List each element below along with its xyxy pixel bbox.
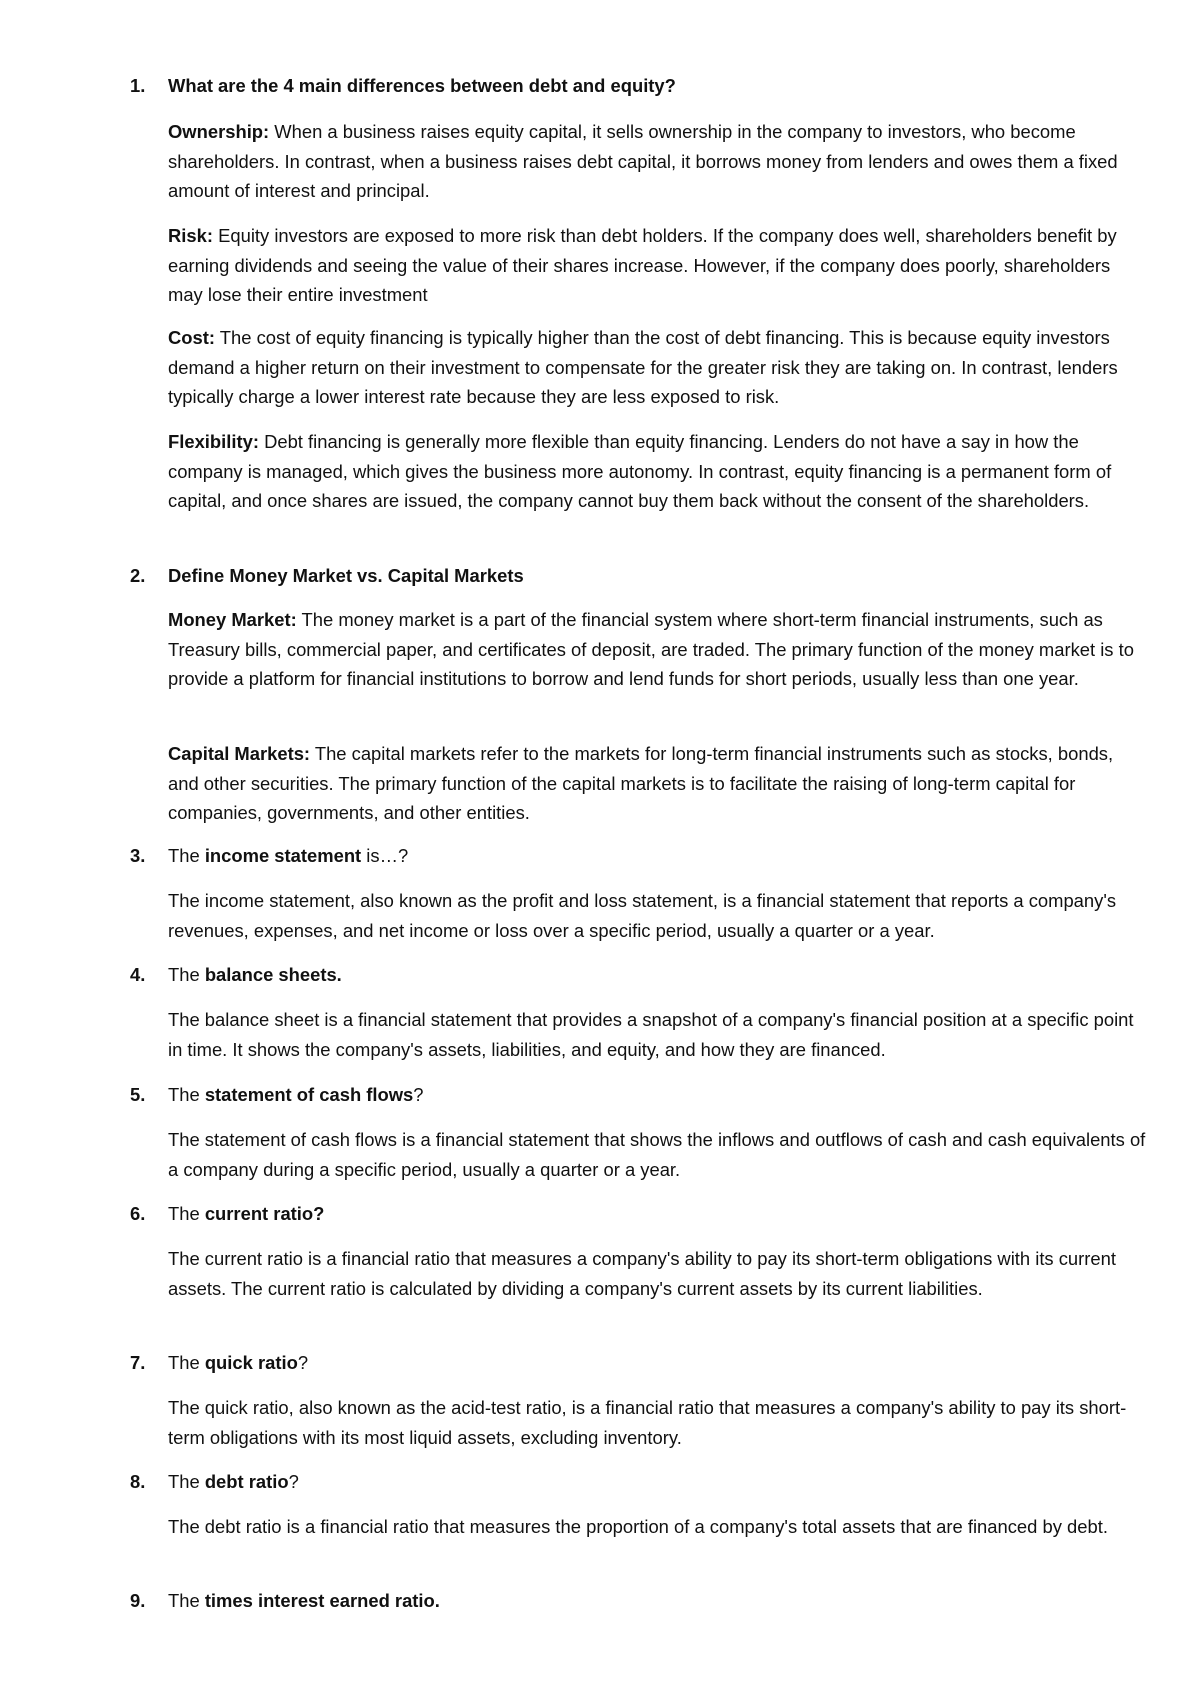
answer-paragraph: [168, 323, 1148, 412]
question-keyword: quick ratio: [204, 1352, 298, 1373]
question-prefix: The: [168, 1471, 205, 1492]
question-number: 2.: [130, 565, 146, 586]
term-text: The money market is a part of the financial system where short-term financial instruments, such as Treasury bills, commercial paper, and certificates of deposit, are traded. The primary function of the money market is to provide a platform for financial institutions to borrow and lend funds for short periods, usually less than one year.: [168, 609, 1134, 689]
answer-paragraph: [168, 221, 1148, 310]
question-title: [168, 1586, 1148, 1616]
question-title: [168, 1199, 1148, 1229]
question-prefix: The: [168, 845, 205, 866]
question-number: 6.: [130, 1203, 146, 1224]
answer-paragraph: The statement of cash flows is a financial statement that shows the inflows and outflows of cash and cash equivalents of a company during a specific period, usually a quarter or a year.: [168, 1129, 1146, 1180]
question-title: [168, 841, 1148, 871]
term-label: Flexibility:: [168, 431, 259, 452]
term-text: Equity investors are exposed to more risk than debt holders. If the company does well, shareholders benefit by earning dividends and seeing the value of their shares increase. However, if the company does poorly, shareholders may lose their entire investment: [168, 225, 1117, 305]
question-suffix: ?: [413, 1084, 424, 1105]
question-keyword: debt ratio: [204, 1471, 289, 1492]
term-label: Money Market:: [168, 609, 297, 630]
question-title: [168, 960, 1148, 990]
question-title: What are the 4 main differences between debt and equity?: [168, 75, 676, 96]
term-text: The capital markets refer to the markets for long-term financial instruments such as stocks, bonds, and other securities. The primary function of the capital markets is to facilitate the raising of long-term capital for companies, governments, and other entities.: [168, 743, 1114, 823]
question-number: 3.: [130, 845, 146, 866]
question-prefix: The: [168, 1352, 205, 1373]
question-prefix: The: [168, 1590, 205, 1611]
term-text: When a business raises equity capital, it sells ownership in the company to investors, who become shareholders. In contrast, when a business raises debt capital, it borrows money from lenders and owes them a fixed amount of interest and principal.: [168, 121, 1118, 201]
term-text: The cost of equity financing is typically higher than the cost of debt financing. This is because equity investors demand a higher return on their investment to compensate for the greater risk they are taking on. In contrast, lenders typically charge a lower interest rate because they are less exposed to risk.: [168, 327, 1118, 407]
term-label: Risk:: [168, 225, 213, 246]
question-number: 8.: [130, 1471, 146, 1492]
question-number: 7.: [130, 1352, 146, 1373]
answer-paragraph: The income statement, also known as the profit and loss statement, is a financial statement that reports a company's revenues, expenses, and net income or loss over a specific period, usually a quarter or a year.: [168, 890, 1117, 941]
answer-paragraph: [168, 117, 1148, 206]
question-prefix: The: [168, 1084, 205, 1105]
question-suffix: ?: [297, 1352, 309, 1373]
question-suffix: is…?: [361, 845, 409, 866]
question-title: [168, 1348, 1148, 1378]
question-keyword: income statement: [204, 845, 362, 866]
question-keyword: times interest earned ratio.: [204, 1590, 440, 1611]
question-title: [168, 1467, 1148, 1497]
question-prefix: The: [168, 964, 205, 985]
answer-paragraph: The quick ratio, also known as the acid-test ratio, is a financial ratio that measures a company's ability to pay its short-term obligations with its most liquid assets, excluding inventory.: [168, 1397, 1127, 1448]
answer-paragraph: The debt ratio is a financial ratio that measures the proportion of a company's total assets that are financed by debt.: [168, 1516, 1108, 1537]
question-title: [168, 1080, 1148, 1110]
answer-paragraph: The current ratio is a financial ratio that measures a company's ability to pay its short-term obligations with its current assets. The current ratio is calculated by dividing a company's current assets by its current liabilities.: [168, 1248, 1116, 1299]
answer-paragraph: [168, 427, 1148, 516]
question-prefix: The: [168, 1203, 205, 1224]
answer-paragraph: The balance sheet is a financial statement that provides a snapshot of a company's financial position at a specific point in time. It shows the company's assets, liabilities, and equity, and how they are financed.: [168, 1009, 1134, 1060]
question-keyword: current ratio?: [204, 1203, 325, 1224]
question-number: 4.: [130, 964, 146, 985]
question-suffix: ?: [288, 1471, 299, 1492]
term-text: Debt financing is generally more flexible than equity financing. Lenders do not have a say in how the company is managed, which gives the business more autonomy. In contrast, equity financing is a permanent form of capital, and once shares are issued, the company cannot buy them back without the consent of the shareholders.: [168, 431, 1112, 511]
term-label: Cost:: [168, 327, 215, 348]
question-keyword: balance sheets.: [204, 964, 342, 985]
question-number: 5.: [130, 1084, 146, 1105]
term-label: Capital Markets:: [168, 743, 311, 764]
question-number: 9.: [130, 1590, 146, 1611]
term-label: Ownership:: [168, 121, 270, 142]
answer-paragraph: [168, 739, 1148, 828]
question-title: Define Money Market vs. Capital Markets: [168, 565, 524, 586]
question-keyword: statement of cash flows: [204, 1084, 414, 1105]
answer-paragraph: [168, 605, 1148, 694]
question-number: 1.: [130, 75, 146, 96]
